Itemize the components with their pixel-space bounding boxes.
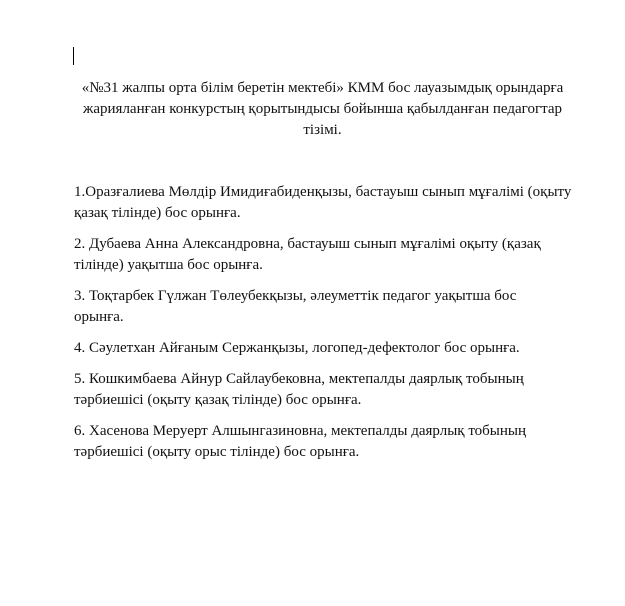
list-item [74, 369, 594, 411]
list-item-line: 6. Хасенова Меруерт Алшынгазиновна, мектепалды даярлық тобының [74, 423, 527, 439]
list-item [74, 338, 594, 359]
list-item [74, 234, 594, 276]
title-line: «№31 жалпы орта білім беретін мектебі» КММ бос лауазымдық орындарға [81, 80, 564, 96]
list-item-line: орынға. [74, 309, 124, 325]
title-line: тізімі. [303, 122, 342, 138]
teacher-list [74, 182, 594, 473]
list-item-line: 3. Тоқтарбек Гүлжан Төлеубекқызы, әлеуметтік педагог уақытша бос [74, 288, 517, 304]
title-line: жарияланған конкурстың қорытындысы бойынша қабылданған педагогтар [83, 101, 562, 117]
list-item-line: 1.Оразғалиева Мөлдір Имидиғабиденқызы, бастауыш сынып мұғалімі (оқыту [74, 184, 572, 200]
document-title [60, 78, 585, 141]
list-item-line: 2. Дубаева Анна Александровна, бастауыш сынып мұғалімі оқыту (қазақ [74, 236, 541, 252]
list-item [74, 286, 594, 328]
list-item [74, 182, 594, 224]
list-item-line: қазақ тілінде) бос орынға. [74, 205, 241, 221]
list-item-line: тәрбиешісі (оқыту орыс тілінде) бос орынға. [74, 444, 360, 460]
list-item-line: тәрбиешісі (оқыту қазақ тілінде) бос орынға. [74, 392, 362, 408]
list-item-line: тілінде) уақытша бос орынға. [74, 257, 263, 273]
list-item-line: 4. Сәулетхан Айғаным Сержанқызы, логопед-дефектолог бос орынға. [74, 340, 520, 356]
text-cursor [73, 47, 74, 65]
list-item [74, 421, 594, 463]
list-item-line: 5. Кошкимбаева Айнур Сайлаубековна, мектепалды даярлық тобының [74, 371, 524, 387]
